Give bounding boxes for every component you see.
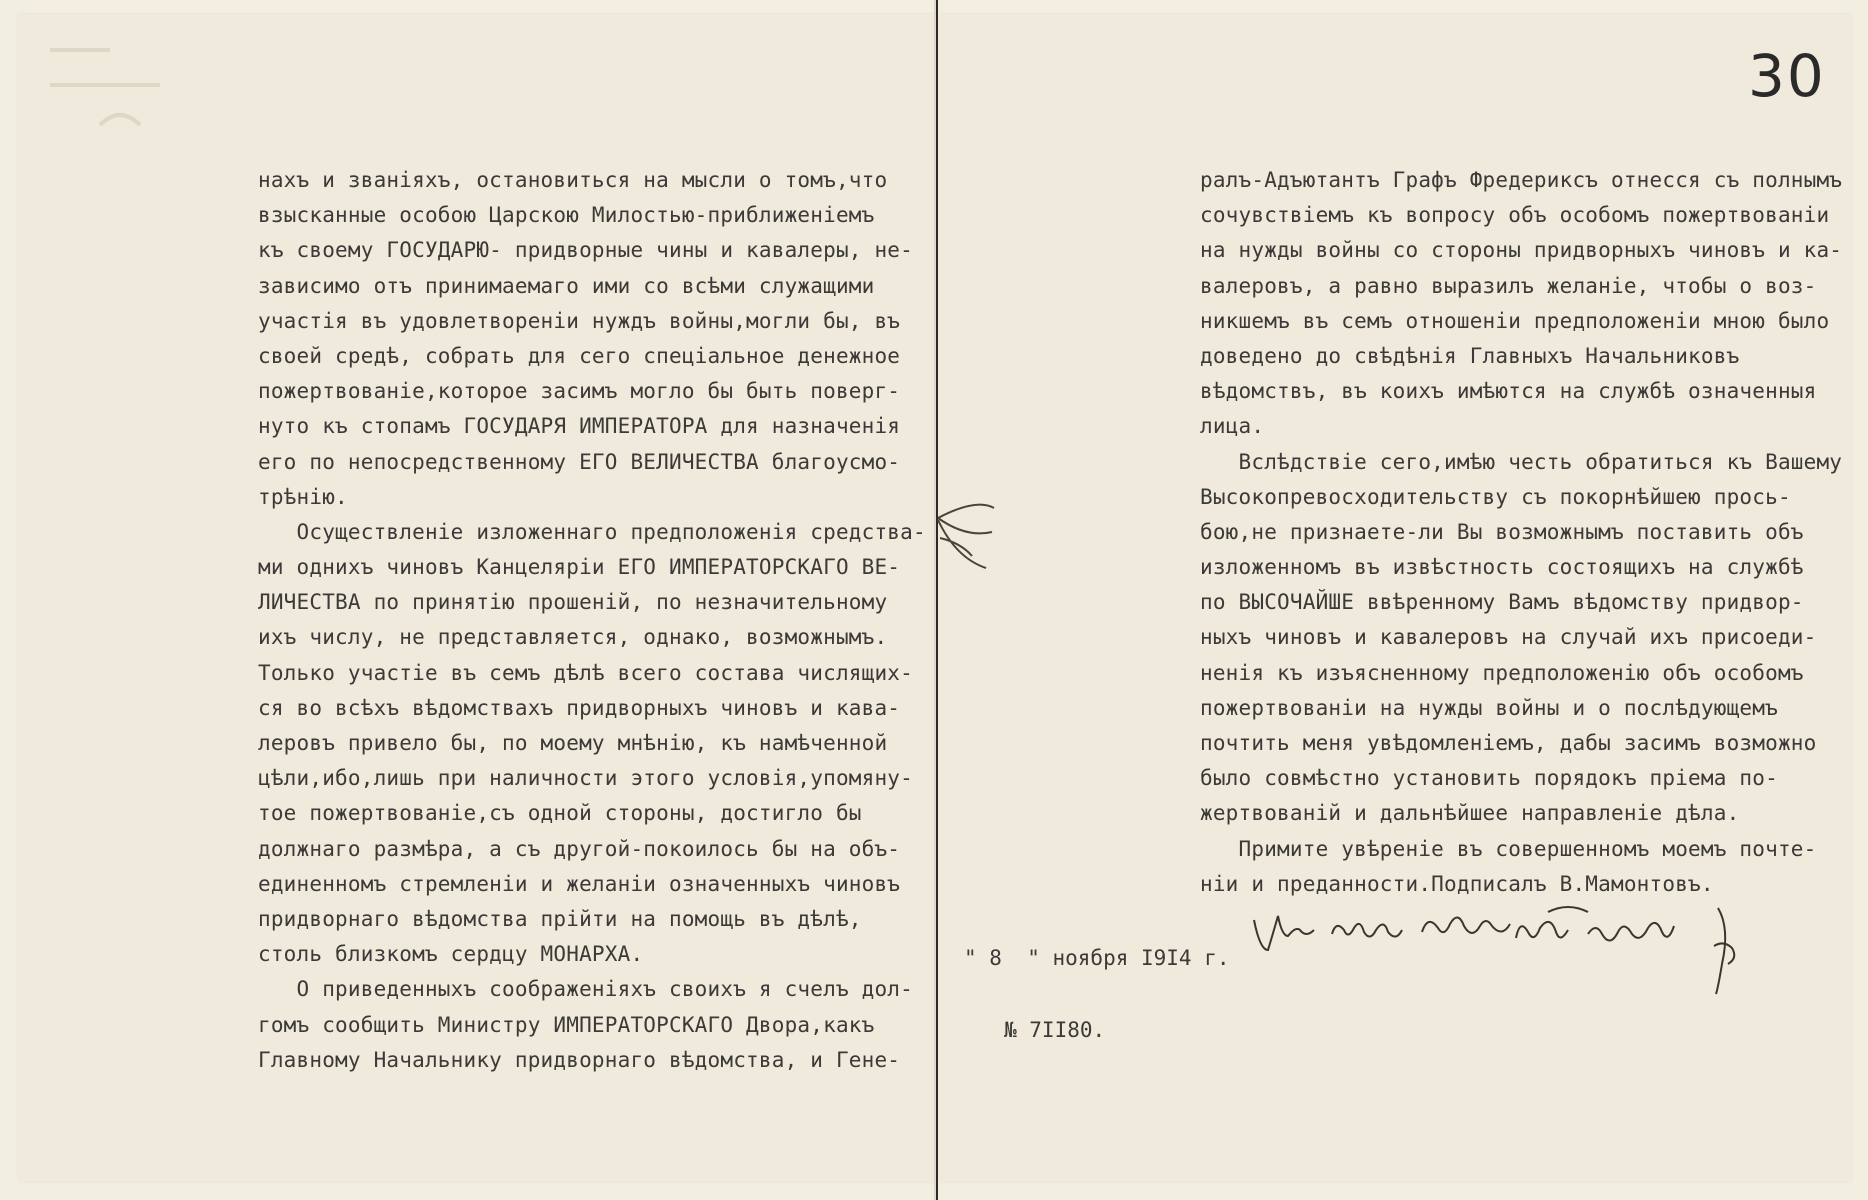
thread-knot	[936, 498, 996, 598]
right-column-line: доведено до свѣдѣнія Главныхъ Начальниковъ	[1200, 343, 1740, 368]
left-column-line: участія въ удовлетвореніи нуждъ войны,могли бы, въ	[258, 308, 901, 333]
left-text-column	[258, 163, 926, 1078]
left-column-line: столь близкомъ сердцу МОНАРХА.	[258, 942, 644, 967]
document-number: № 7II80.	[1004, 1018, 1106, 1042]
left-column-line: нуто къ стопамъ ГОСУДАРЯ ИМПЕРАТОРА для назначенія	[258, 414, 901, 439]
handwritten-signature	[1248, 898, 1768, 998]
left-column-line: ихъ числу, не представляется, однако, возможнымъ.	[258, 625, 888, 650]
left-column-line: единенномъ стремленіи и желаніи означенныхъ чиновъ	[258, 871, 901, 896]
right-column-line: пожертвованіи на нужды войны и о послѣдующемъ	[1200, 695, 1778, 720]
date-line: " 8 " ноября I9I4 г.	[964, 946, 1230, 970]
right-column-line: лица.	[1200, 414, 1265, 439]
left-column-line: нахъ и званіяхъ, остановиться на мысли о томъ,что	[258, 168, 888, 192]
right-text-column	[1200, 163, 1842, 902]
right-column-line: было совмѣстно установить порядокъ пріема по-	[1200, 766, 1778, 791]
left-column-line: гомъ сообщить Министру ИМПЕРАТОРСКАГО Двора,какъ	[258, 1012, 875, 1037]
right-column-line: вѣдомствъ, въ коихъ имѣются на службѣ означенныя	[1200, 379, 1817, 404]
left-column-line: Осуществленіе изложеннаго предположенія средства-	[258, 519, 926, 544]
left-column-line: леровъ привело бы, по моему мнѣнію, къ намѣченной	[258, 731, 888, 755]
left-column-line: цѣли,ибо,лишь при наличности этого условія,упомяну-	[258, 766, 913, 791]
left-column-line: зависимо отъ принимаемаго ими со всѣми служащими	[258, 273, 875, 298]
folio-number: 30	[1748, 42, 1826, 110]
left-column-line: его по непосредственному ЕГО ВЕЛИЧЕСТВА благоусмо-	[258, 449, 901, 474]
right-column-line: жертвованій и дальнѣйшее направленіе дѣла.	[1200, 801, 1740, 826]
right-column-line: по ВЫСОЧАЙШЕ ввѣренному Вамъ вѣдомству придвор-	[1200, 590, 1804, 615]
left-column-line: ЛИЧЕСТВА по принятію прошеній, по незначительному	[258, 590, 888, 615]
left-column-line: тое пожертвованіе,съ одной стороны, достигло бы	[258, 801, 862, 826]
left-column-line: взысканные особою Царскою Милостью-приближеніемъ	[258, 203, 875, 228]
right-column-line: ралъ-Адъютантъ Графъ Фредериксъ отнесся съ полнымъ	[1200, 168, 1843, 192]
right-column-line: Вслѣдствіе сего,имѣю честь обратиться къ Вашему	[1200, 449, 1843, 474]
right-column-line: ніи и преданности.Подписалъ В.Мамонтовъ.	[1200, 871, 1714, 896]
right-column-line: валеровъ, а равно выразилъ желаніе, чтобы о воз-	[1200, 273, 1817, 298]
left-column-line: трѣнію.	[258, 484, 348, 509]
left-column-line: Главному Начальнику придворнаго вѣдомства, и Гене-	[258, 1047, 901, 1072]
right-column-line: бою,не признаете-ли Вы возможнымъ поставить объ	[1200, 519, 1804, 544]
right-column-line: почтить меня увѣдомленіемъ, дабы засимъ возможно	[1200, 731, 1817, 755]
right-column-line: изложенномъ въ извѣстность состоящихъ на службѣ	[1200, 555, 1804, 580]
right-column-line: ныхъ чиновъ и кавалеровъ на случай ихъ присоеди-	[1200, 625, 1817, 650]
left-column-line: должнаго размѣра, а съ другой-покоилось бы на объ-	[258, 836, 901, 861]
left-column-line: ся во всѣхъ вѣдомствахъ придворныхъ чиновъ и кава-	[258, 695, 901, 720]
right-column-line: Высокопревосходительству съ покорнѣйшею прось-	[1200, 484, 1791, 509]
right-column-line: на нужды войны со стороны придворныхъ чиновъ и ка-	[1200, 238, 1843, 263]
binding-thread	[936, 0, 938, 1200]
right-column-line: никшемъ въ семъ отношеніи предположеніи мною было	[1200, 308, 1830, 333]
left-column-line: къ своему ГОСУДАРЮ- придворные чины и кавалеры, не-	[258, 238, 913, 263]
right-column-line: сочувствіемъ къ вопросу объ особомъ пожертвованіи	[1200, 203, 1830, 228]
left-column-line: О приведенныхъ соображеніяхъ своихъ я счелъ дол-	[258, 977, 913, 1002]
right-column-line: ненія къ изъясненному предположенію объ особомъ	[1200, 660, 1804, 685]
left-column-line: придворнаго вѣдомства прійти на помощь въ дѣлѣ,	[258, 906, 862, 931]
left-column-line: пожертвованіе,которое засимъ могло бы быть поверг-	[258, 379, 901, 404]
right-column-line: Примите увѣреніе въ совершенномъ моемъ почте-	[1200, 836, 1817, 861]
left-column-line: ми однихъ чиновъ Канцеляріи ЕГО ИМПЕРАТОРСКАГО ВЕ-	[258, 555, 901, 580]
left-column-line: Только участіе въ семъ дѣлѣ всего состава числящих-	[258, 660, 913, 685]
bleed-through-mark	[40, 30, 240, 147]
left-column-line: своей средѣ, собрать для сего спеціальное денежное	[258, 343, 901, 368]
